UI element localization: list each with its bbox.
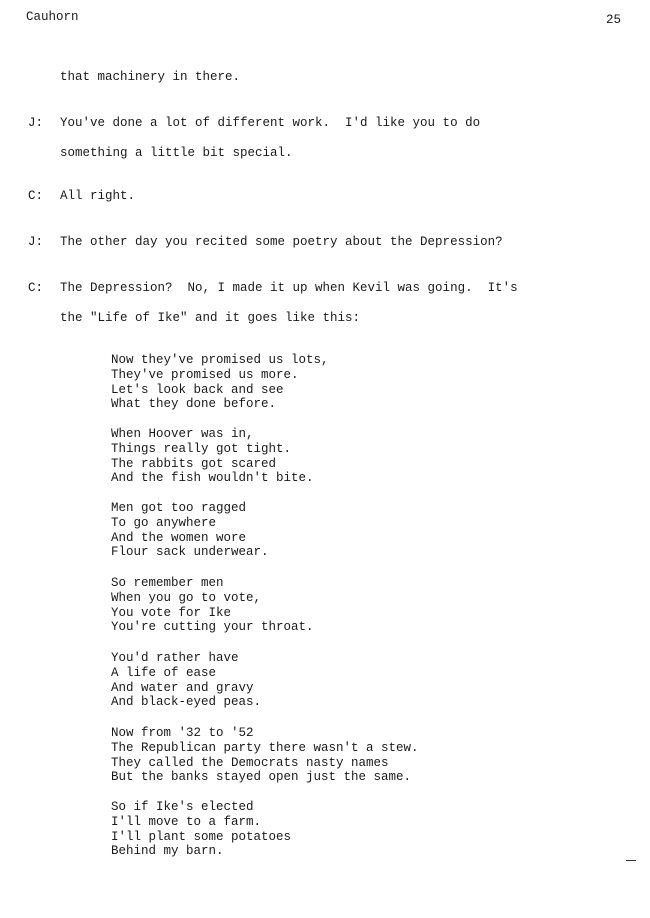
poem-line: They called the Democrats nasty names: [111, 755, 389, 770]
poem-line: And the fish wouldn't bite.: [111, 471, 314, 486]
poem-line: You're cutting your throat.: [111, 620, 314, 635]
poem-line: Flour sack underwear.: [111, 545, 269, 560]
dialogue-line: All right.: [60, 189, 136, 203]
poem-line: You'd rather have: [111, 651, 239, 665]
poem-line: When you go to vote,: [111, 590, 262, 605]
poem-line: So remember men: [111, 576, 224, 590]
dialogue-line: You've done a lot of different work. I'd like you to do: [60, 116, 481, 130]
dialogue-line: The other day you recited some poetry about the Depression?: [60, 235, 503, 249]
poem-line: But the banks stayed open just the same.: [111, 770, 412, 785]
speaker-label: C:: [28, 189, 44, 203]
poem-line: Things really got tight.: [111, 441, 292, 456]
poem-line: So if Ike's elected: [111, 800, 254, 814]
speaker-label: C:: [28, 281, 44, 295]
poem-line: Now from '32 to '52: [111, 726, 254, 740]
poem-line: I'll plant some potatoes: [111, 829, 292, 844]
poem-line: The rabbits got scared: [111, 456, 277, 471]
poem-stanza: [111, 800, 291, 859]
poem-stanza: [111, 501, 269, 560]
poem-line: When Hoover was in,: [111, 427, 254, 441]
dialogue-line: the "Life of Ike" and it goes like this:: [60, 311, 361, 325]
speaker-label: J:: [28, 235, 44, 249]
poem-line: Now they've promised us lots,: [111, 353, 329, 367]
dialogue-line: that machinery in there.: [60, 70, 241, 84]
poem-line: The Republican party there wasn't a stew.: [111, 740, 419, 755]
poem-line: And water and gravy: [111, 680, 254, 695]
poem-line: Men got too ragged: [111, 501, 247, 515]
poem-line: To go anywhere: [111, 515, 217, 530]
speaker-label: J:: [28, 116, 44, 130]
poem-line: And black-eyed peas.: [111, 695, 262, 710]
header-interviewee-name: Cauhorn: [26, 10, 79, 24]
poem-line: I'll move to a farm.: [111, 814, 262, 829]
poem-stanza: [111, 576, 314, 635]
poem-stanza: [111, 353, 329, 412]
poem-stanza: [111, 726, 419, 785]
page-number: 25: [606, 13, 622, 27]
poem-stanza: [111, 427, 314, 486]
poem-line: And the women wore: [111, 530, 247, 545]
poem-line: You vote for Ike: [111, 605, 232, 620]
poem-line: A life of ease: [111, 665, 217, 680]
poem-line: They've promised us more.: [111, 367, 299, 382]
poem-line: Behind my barn.: [111, 844, 224, 859]
dialogue-line: something a little bit special.: [60, 146, 293, 160]
poem-line: Let's look back and see: [111, 382, 284, 397]
dialogue-line: The Depression? No, I made it up when Kevil was going. It's: [60, 281, 518, 295]
scan-edge-mark: [626, 860, 636, 861]
poem-line: What they done before.: [111, 397, 277, 412]
poem-stanza: [111, 651, 261, 710]
